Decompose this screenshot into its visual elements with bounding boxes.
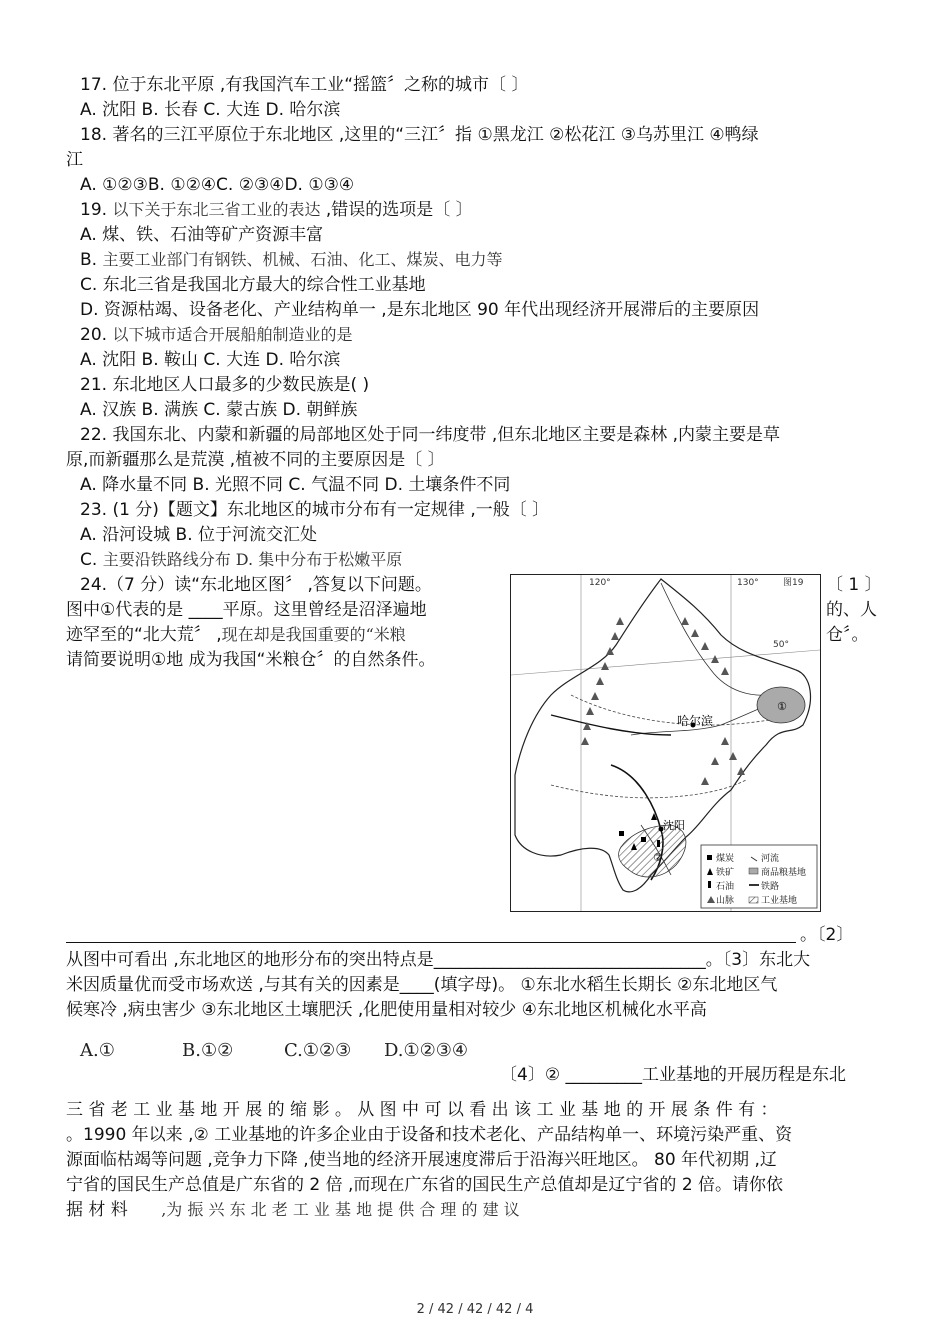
page-footer: 2 / 42 / 42 / 42 / 4 <box>416 1302 534 1317</box>
q20-number: 20. <box>80 325 108 345</box>
q20-stem <box>80 324 352 346</box>
q24-line1: 24.（7 分）读“东北地区图〞 ,答复以下问题。 <box>80 575 432 595</box>
legend-river: 河流 <box>761 854 780 864</box>
q22-options: A. 降水量不同 B. 光照不同 C. 气温不同 D. 土壤条件不同 <box>80 475 511 495</box>
q19-option-c: C. 东北三省是我国北方最大的综合性工业基地 <box>80 275 426 295</box>
q19-option-b-text: 主要工业部门有钢铁、机械、石油、化工、煤炭、电力等 <box>102 250 503 269</box>
q24-line2: 图中①代表的是 ____平原。这里曾经是沼泽遍地 <box>66 600 427 620</box>
q24-line14-a: 据 材 料 <box>66 1200 128 1220</box>
q24-line3-right: 仓〞。 <box>826 625 869 645</box>
q22-stem-line1: 22. 我国东北、内蒙和新疆的局部地区处于同一纬度带 ,但东北地区主要是森林 ,内蒙主要是草 <box>80 425 781 445</box>
northeast-map <box>511 575 820 911</box>
q24-line3 <box>66 624 406 646</box>
province-border-2 <box>551 780 746 798</box>
q24-line5-right: 。〔2〕 <box>800 925 854 945</box>
q19-number: 19. <box>80 200 108 220</box>
q19-stem-serif: 以下关于东北三省工业的表达 <box>112 200 321 219</box>
q24-line14-b: ,为 振 兴 东 北 老 工 业 基 地 提 供 合 理 的 建 议 <box>161 1200 520 1219</box>
legend-oil: 石油 <box>716 882 735 892</box>
legend-oil-symbol <box>708 881 711 888</box>
choice-a: A.① <box>80 1040 115 1061</box>
q21-options: A. 汉族 B. 满族 C. 蒙古族 D. 朝鲜族 <box>80 400 358 420</box>
river-heilongjiang <box>661 583 781 695</box>
marker-1: ① <box>777 700 787 713</box>
q24-line6: 从图中可看出 ,东北地区的地形分布的突出特点是________________________________。〔3〕东北大 <box>66 950 811 970</box>
q24-line10: 三 省 老 工 业 基 地 开 展 的 缩 影 。 从 图 中 可 以 看 出 该 工 业 基 地 的 开 展 条 件 有 ： <box>66 1100 778 1120</box>
q23-stem: 23. (1 分)【题文】东北地区的城市分布有一定规律 ,一般〔 〕 <box>80 500 550 520</box>
label-lon-120: 120° <box>589 578 611 588</box>
q18-stem-line1: 18. 著名的三江平原位于东北地区 ,这里的“三江〞指 ①黑龙江 ②松花江 ③乌苏里江 ④鸭绿 <box>80 125 759 145</box>
legend-rail: 铁路 <box>761 882 780 892</box>
q20-options: A. 沈阳 B. 鞍山 C. 大连 D. 哈尔滨 <box>80 350 341 370</box>
q24-line14 <box>66 1199 520 1221</box>
legend-coal: 煤炭 <box>716 854 735 864</box>
q19-stem <box>80 199 473 221</box>
q24-line3-a: 迹罕至的“北大荒〞 , <box>66 625 222 645</box>
mountain-symbols <box>581 617 745 785</box>
label-lon-130: 130° <box>737 578 759 588</box>
q20-stem-text: 以下城市适合开展船舶制造业的是 <box>112 325 353 344</box>
choice-c: C.①②③ <box>284 1040 352 1061</box>
legend-coal-symbol <box>707 855 712 860</box>
answer-blank-line <box>66 942 796 943</box>
marker-2: ② <box>653 851 663 864</box>
q19-option-a: A. 煤、铁、石油等矿产资源丰富 <box>80 225 324 245</box>
legend-grain-symbol <box>749 868 758 874</box>
q22-stem-line2: 原,而新疆那么是荒漠 ,植被不同的主要原因是〔 〕 <box>66 450 445 470</box>
q24-line8: 候寒冷 ,病虫害少 ③东北地区土壤肥沃 ,化肥使用量相对较少 ④东北地区机械化水平高 <box>66 1000 707 1020</box>
northeast-map-figure <box>510 574 821 912</box>
q23-option-cd-text: 主要沿铁路线分布 D. 集中分布于松嫩平原 <box>102 550 403 569</box>
label-shenyang: 沈阳 <box>663 819 685 832</box>
label-lat-50: 50° <box>773 640 789 650</box>
q18-stem-line2: 江 <box>66 150 83 170</box>
label-figure: 图19 <box>783 578 804 588</box>
q23-options-ab: A. 沿河设城 B. 位于河流交汇处 <box>80 525 318 545</box>
label-harbin: 哈尔滨 <box>677 714 714 728</box>
q19-option-d: D. 资源枯竭、设备老化、产业结构单一 ,是东北地区 90 年代出现经济开展滞后的主要原因 <box>80 300 760 320</box>
q24-line11: 。1990 年以来 ,② 工业基地的许多企业由于设备和技术老化、产品结构单一、环境污染严重、资 <box>66 1125 793 1145</box>
legend-grain: 商品粮基地 <box>761 868 807 878</box>
q24-line1-right: 〔 1 〕 <box>826 575 882 595</box>
q19-option-b <box>80 249 503 271</box>
q19-option-b-label: B. <box>80 250 98 270</box>
legend-iron: 铁矿 <box>716 868 735 878</box>
q24-line9: 〔4〕② _________工业基地的开展历程是东北 <box>500 1065 846 1085</box>
railway-binzhou <box>551 715 671 735</box>
q17-stem: 17. 位于东北平原 ,有我国汽车工业“摇篮〞之称的城市〔 〕 <box>80 75 529 95</box>
q24-line4: 请简要说明①地 成为我国“米粮仓〞的自然条件。 <box>66 650 436 670</box>
q24-line13: 宁省的国民生产总值是广东省的 2 倍 ,而现在广东省的国民生产总值却是辽宁省的 2 倍。请你依 <box>66 1175 784 1195</box>
q24-line7: 米因质量优而受市场欢送 ,与其有关的因素是____(填字母)。 ①东北水稻生长期长 ②东北地区气 <box>66 975 778 995</box>
q18-options: A. ①②③B. ①②④C. ②③④D. ①③④ <box>80 175 355 195</box>
choice-d: D.①②③④ <box>384 1040 469 1061</box>
q23-options-cd <box>80 549 402 571</box>
q24-line2-right: 的、人 <box>826 600 877 620</box>
q23-option-c-label: C. <box>80 550 98 570</box>
q24-line3-b: 现在却是我国重要的“米粮 <box>221 625 406 644</box>
legend-mountain: 山脉 <box>716 896 735 906</box>
legend-industry: 工业基地 <box>761 896 798 906</box>
legend-industry-symbol <box>749 897 758 903</box>
q24-line12: 源面临枯竭等问题 ,竞争力下降 ,使当地的经济开展速度滞后于沿海兴旺地区。 80 年代初期 ,辽 <box>66 1150 777 1170</box>
q21-stem: 21. 东北地区人口最多的少数民族是( ) <box>80 375 370 395</box>
q19-stem-tail: ,错误的选项是〔 〕 <box>320 200 473 220</box>
choice-b: B.①② <box>182 1040 234 1061</box>
q17-options: A. 沈阳 B. 长春 C. 大连 D. 哈尔滨 <box>80 100 341 120</box>
